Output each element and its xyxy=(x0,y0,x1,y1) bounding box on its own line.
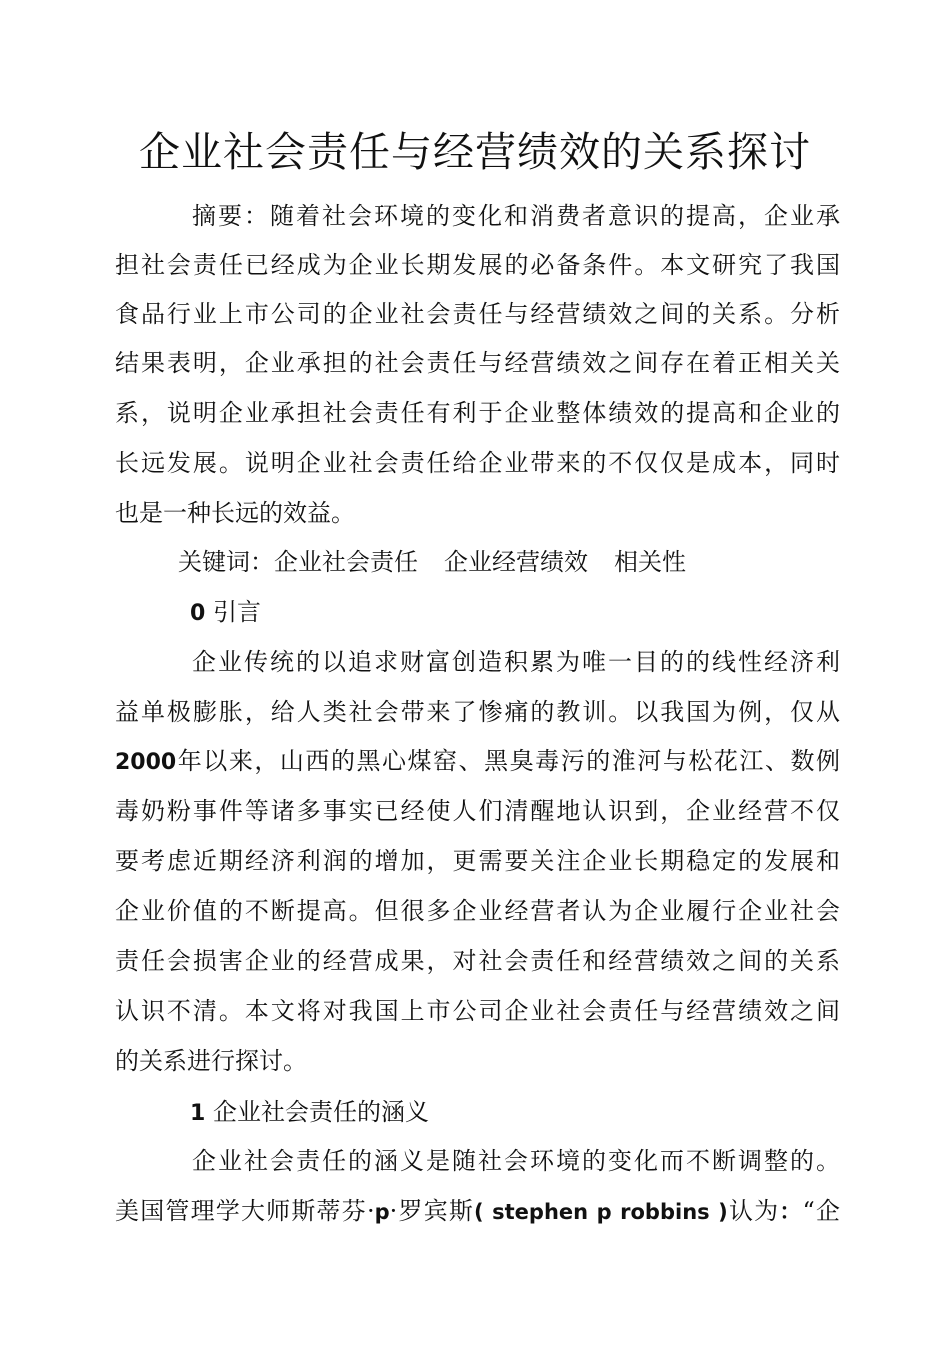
body-line: 企业社会责任的涵义是随社会环境的变化而不断调整的。 xyxy=(192,1147,840,1175)
abstract-line: 摘要：随着社会环境的变化和消费者意识的提高，企业承 xyxy=(192,202,840,230)
abstract-line: 也是一种长远的效益。 xyxy=(115,499,355,527)
year-number: 2000 xyxy=(115,750,177,775)
keyword-item: 企业经营绩效 xyxy=(444,548,588,576)
document-title: 企业社会责任与经营绩效的关系探讨 xyxy=(139,128,811,176)
section-number: 0 xyxy=(190,601,206,626)
abstract-line: 系，说明企业承担社会责任有利于企业整体绩效的提高和企业的 xyxy=(115,399,840,427)
body-line: 认识不清。本文将对我国上市公司企业社会责任与经营绩效之间 xyxy=(115,997,840,1025)
body-line: 的关系进行探讨。 xyxy=(115,1047,307,1075)
middle-dot: · xyxy=(389,1197,398,1225)
keywords-label: 关键词： xyxy=(178,548,274,576)
colon-mark: ： xyxy=(779,1200,803,1225)
abstract-line: 长远发展。说明企业社会责任给企业带来的不仅仅是成本，同时 xyxy=(115,449,840,477)
abstract-line: 担社会责任已经成为企业长期发展的必备条件。本文研究了我国 xyxy=(115,251,840,279)
body-line: 责任会损害企业的经营成果，对社会责任和经营绩效之间的关系 xyxy=(115,947,840,975)
body-text: 认为 xyxy=(727,1197,780,1225)
body-text: 美国管理学大师斯蒂芬 xyxy=(115,1197,367,1225)
body-line: 企业价值的不断提高。但很多企业经营者认为企业履行企业社会 xyxy=(115,897,840,925)
keywords-line xyxy=(178,546,686,578)
body-text: “企 xyxy=(802,1197,841,1225)
abstract-line: 结果表明，企业承担的社会责任与经营绩效之间存在着正相关关 xyxy=(115,349,840,377)
body-text: 年以来，山西的黑心煤窑、黑臭毒污的淮河与松花江、数例 xyxy=(176,747,840,775)
latin-initial: p xyxy=(374,1200,390,1224)
section-heading-text: 企业社会责任的涵义 xyxy=(212,1098,429,1126)
body-line xyxy=(115,745,840,779)
middle-dot: · xyxy=(366,1197,375,1225)
section-number: 1 xyxy=(190,1101,206,1126)
abstract-line: 食品行业上市公司的企业社会责任与经营绩效之间的关系。分析 xyxy=(115,300,840,328)
latin-name: ( stephen p robbins ) xyxy=(474,1200,728,1224)
keyword-item: 相关性 xyxy=(614,548,686,576)
body-line: 益单极膨胀，给人类社会带来了惨痛的教训。以我国为例，仅从 xyxy=(115,698,840,726)
keyword-item: 企业社会责任 xyxy=(274,548,418,576)
body-text: 罗宾斯 xyxy=(397,1197,475,1225)
section-heading-text: 引言 xyxy=(212,598,261,626)
section-heading-1 xyxy=(190,1096,429,1130)
body-line: 企业传统的以追求财富创造积累为唯一目的的线性经济利 xyxy=(192,648,840,676)
body-line xyxy=(115,1195,840,1229)
body-line: 毒奶粉事件等诸多事实已经使人们清醒地认识到，企业经营不仅 xyxy=(115,797,840,825)
body-line: 要考虑近期经济利润的增加，更需要关注企业长期稳定的发展和 xyxy=(115,847,840,875)
section-heading-0 xyxy=(190,596,261,630)
